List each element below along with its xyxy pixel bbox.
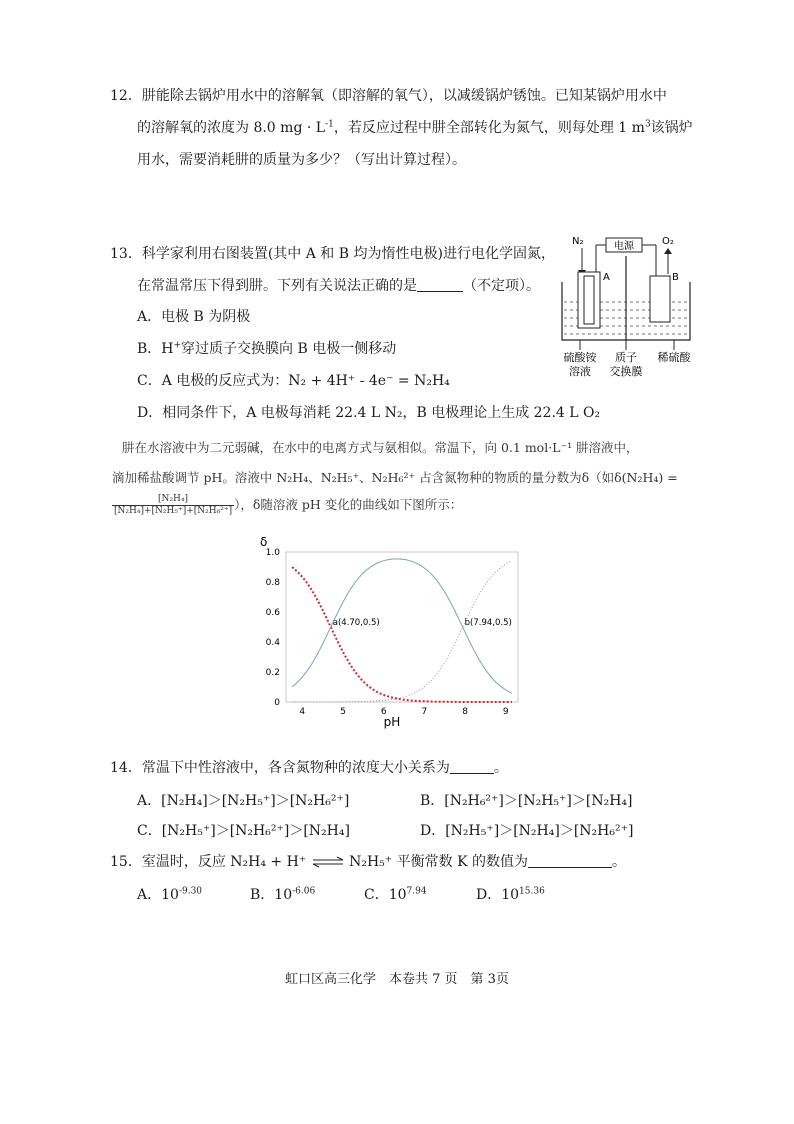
equilibrium-arrow-icon xyxy=(311,856,345,868)
delta-ph-chart xyxy=(250,532,526,732)
q14-answer-blank[interactable] xyxy=(450,759,494,774)
q12-block xyxy=(110,86,667,106)
series-line xyxy=(292,567,512,702)
electrode-b xyxy=(650,276,670,322)
intro-line1: 肼在水溶液中为二元弱碱，在水中的电离方式与氨相似。常温下，向 0.1 mol·L⁻¹ 肼溶液中， xyxy=(122,440,639,455)
y-tick-label: 1.0 xyxy=(265,548,280,558)
q13-line1: 13．科学家利用右图装置(其中 A 和 B 均为惰性电极)进行电化学固氮， xyxy=(110,246,555,262)
q13-option-d[interactable]: D．相同条件下，A 电极每消耗 22.4 L N₂，B 电极理论上生成 22.4 L O₂ xyxy=(137,405,601,421)
q12-line1: 12．肼能除去锅炉用水中的溶解氧（即溶解的氧气），以减缓锅炉锈蚀。已知某锅炉用水中 xyxy=(110,88,667,104)
delta-fraction: $\frac{\text{[N₂H₄]}}{\text{[N₂H₄]+[N₂H₅⁺]+[N₂H₆²⁺]}}$ xyxy=(114,494,233,516)
q15-option-b[interactable]: B．$10^{-6.06}$ xyxy=(250,886,316,903)
label-right: 稀硫酸 xyxy=(657,351,691,364)
x-tick-label: 6 xyxy=(380,707,387,717)
q14-option-b[interactable]: B．[N₂H₆²⁺]＞[N₂H₅⁺]＞[N₂H₄] xyxy=(420,793,633,809)
point-annotation: a(4.70,0.5) xyxy=(332,618,380,628)
q15-stem: 15．室温时，反应 N₂H₄ + H⁺ N₂H₅⁺ 平衡常数 K 的数值为 。 xyxy=(110,854,626,870)
y-tick-label: 0.8 xyxy=(265,578,280,588)
q13-answer-blank[interactable] xyxy=(417,277,463,292)
x-tick-label: 4 xyxy=(299,707,306,717)
axis-ticks xyxy=(266,548,509,717)
q15-option-a[interactable]: A．$10^{-9.30}$ xyxy=(137,886,203,903)
q13-option-c[interactable]: C．A 电极的反应式为：N₂ + 4H⁺ - 4e⁻ = N₂H₄ xyxy=(137,373,450,389)
series-line xyxy=(292,561,512,702)
curves xyxy=(292,559,512,702)
q13-line2: 在常温常压下得到肼。下列有关说法正确的是 （不定项）。 xyxy=(137,278,540,294)
x-axis-label: pH xyxy=(383,715,401,729)
q15-answer-blank[interactable] xyxy=(528,853,612,868)
q15-option-c[interactable]: C．$10^{7.94}$ xyxy=(364,886,427,903)
o2-arrowhead xyxy=(664,248,672,254)
power-label: 电源 xyxy=(614,241,634,252)
label-mid1: 质子 xyxy=(615,351,637,364)
q12-line3: 用水，需要消耗肼的质量为多少？（写出计算过程）。 xyxy=(137,152,466,168)
page-footer: 虹口区高三化学 本卷共 7 页 第 3页 xyxy=(285,972,509,987)
y-tick-label: 0 xyxy=(274,698,280,708)
y-axis-label: δ xyxy=(260,535,268,549)
n2-label: N₂ xyxy=(572,236,584,247)
q14-stem: 14．常温下中性溶液中，各含氮物种的浓度大小关系为 。 xyxy=(110,760,508,776)
label-mid2: 交换膜 xyxy=(609,365,643,378)
x-tick-label: 7 xyxy=(421,707,428,717)
y-tick-label: 0.6 xyxy=(265,608,280,618)
q13-option-a[interactable]: A．电极 B 为阴极 xyxy=(137,309,251,325)
intro-line3: $\frac{\text{[N₂H₄]}}{\text{[N₂H₄]+[N₂H₅⁺]+[N₂H₆²⁺]}}$ ），δ随溶液 pH 变化的曲线如下图所示： xyxy=(114,494,463,516)
y-tick-label: 0.2 xyxy=(265,668,280,678)
electrode-a xyxy=(584,276,594,324)
x-tick-label: 8 xyxy=(462,707,468,717)
q14-option-a[interactable]: A．[N₂H₄]＞[N₂H₅⁺]＞[N₂H₆²⁺] xyxy=(137,793,350,809)
q15-option-d[interactable]: D．$10^{15.36}$ xyxy=(476,886,545,903)
q13-option-b[interactable]: B．H+穿过质子交换膜向 B 电极一侧移动 xyxy=(137,340,397,357)
q14-option-d[interactable]: D．[N₂H₅⁺]＞[N₂H₄]＞[N₂H₆²⁺] xyxy=(420,823,634,839)
electrolysis-apparatus xyxy=(556,228,700,388)
label-left1: 硫酸铵 xyxy=(563,351,597,364)
x-tick-label: 9 xyxy=(502,707,509,717)
q12-line2: 的溶解氧的浓度为 8.0 mg · $L^{-1}$，若反应过程中肼全部转化为氮气，则每处理 1 $m^3$该锅炉 xyxy=(137,119,693,136)
annotations xyxy=(333,618,512,628)
label-left2: 溶液 xyxy=(569,365,591,378)
intro-line2: 滴加稀盐酸调节 pH。溶液中 N₂H₄、N₂H₅⁺、N₂H₆²⁺ 占含氮物种的物质的量分数为δ（如δ(N₂H₄) = xyxy=(112,470,678,485)
point-annotation: b(7.94,0.5) xyxy=(464,618,512,628)
label-b: B xyxy=(672,272,679,283)
x-tick-label: 5 xyxy=(340,707,346,717)
label-a: A xyxy=(603,272,610,283)
q14-option-c[interactable]: C．[N₂H₅⁺]＞[N₂H₆²⁺]＞[N₂H₄] xyxy=(137,823,350,839)
y-tick-label: 0.4 xyxy=(265,638,280,648)
o2-label: O₂ xyxy=(662,236,674,247)
